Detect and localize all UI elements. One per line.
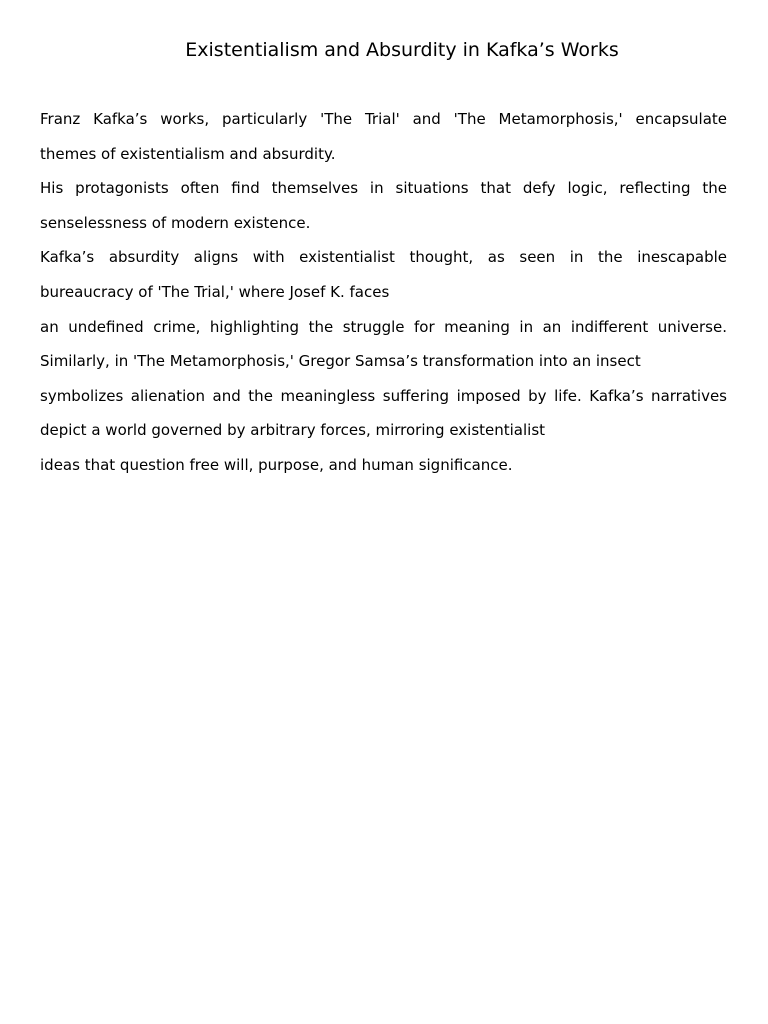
body-line: Similarly, in 'The Metamorphosis,' Gregor Samsa’s transformation into an insect — [40, 352, 641, 371]
document-body — [40, 102, 727, 483]
document-title: Existentialism and Absurdity in Kafka’s Works — [185, 39, 619, 61]
body-line: depict a world governed by arbitrary forces, mirroring existentialist — [40, 421, 546, 440]
body-line: His protagonists often find themselves in situations that defy logic, reflecting the — [40, 179, 727, 198]
body-line: an undefined crime, highlighting the struggle for meaning in an indifferent universe. — [40, 317, 727, 336]
body-line: ideas that question free will, purpose, and human significance. — [40, 455, 513, 474]
body-line: senselessness of modern existence. — [40, 213, 311, 232]
body-line: symbolizes alienation and the meaningless suffering imposed by life. Kafka’s narratives — [40, 386, 727, 405]
body-line: Franz Kafka’s works, particularly 'The Trial' and 'The Metamorphosis,' encapsulate — [40, 110, 727, 128]
body-line: themes of existentialism and absurdity. — [40, 144, 336, 163]
body-line: bureaucracy of 'The Trial,' where Josef K. faces — [40, 282, 390, 301]
body-line: Kafka’s absurdity aligns with existentialist thought, as seen in the inescapable — [40, 248, 727, 267]
